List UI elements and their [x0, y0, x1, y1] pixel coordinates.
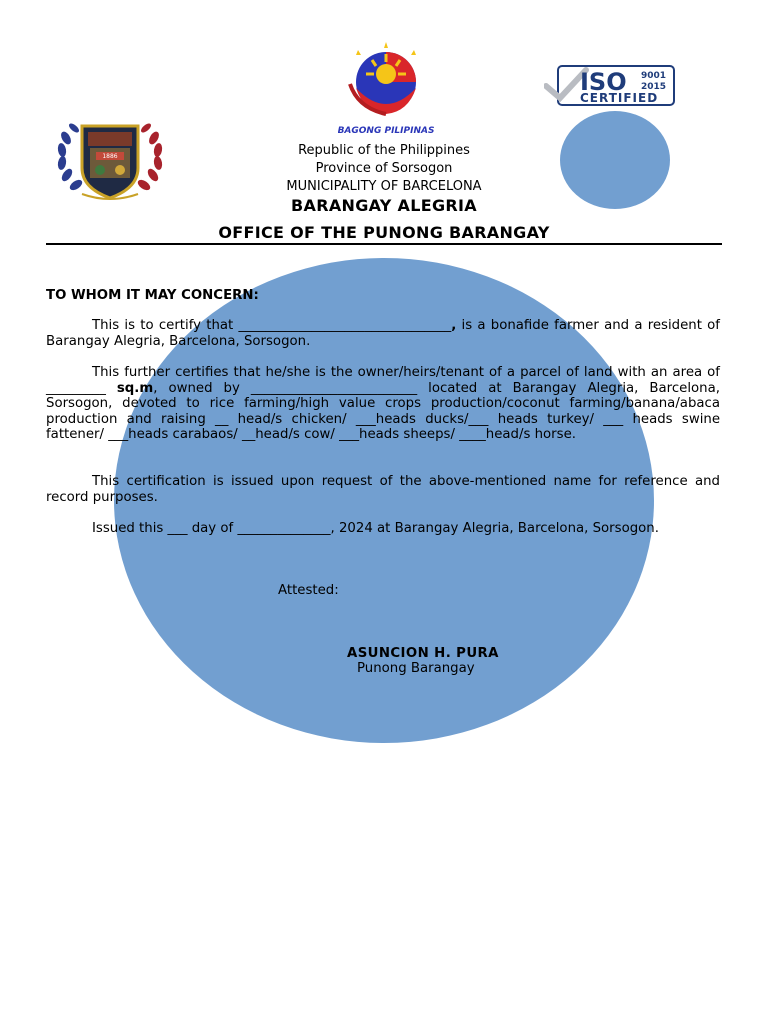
- attested-label: Attested:: [278, 583, 339, 598]
- seal-year: 1886: [102, 153, 118, 160]
- signatory-position: Punong Barangay: [357, 661, 475, 676]
- paragraph-certify: [46, 318, 720, 349]
- p2-text-b: , owned by _________________________ located at Barangay Alegria, Barcelona, Sorsogon, devoted to rice farming/high value crops production/coconut farming/banana/abaca production and raising __ head/s chicken/ ___heads ducks/___ heads turkey/ ___ heads swine fattener/ ___heads carabaos/ __head/s cow/ ___heads sheeps/ ____head/s horse.: [46, 380, 720, 442]
- paragraph-purpose: [46, 474, 720, 505]
- bagong-pilipinas-text: BAGONG PILIPINAS: [338, 126, 434, 136]
- p1-text-b: is a bonafide farmer and a resident of Barangay Alegria, Barcelona, Sorsogon.: [46, 318, 720, 349]
- header-republic: Republic of the Philippines: [298, 143, 470, 158]
- header-municipality: MUNICIPALITY OF BARCELONA: [286, 179, 482, 194]
- salutation: TO WHOM IT MAY CONCERN:: [46, 288, 259, 303]
- paragraph-issued: [46, 521, 720, 537]
- iso-year-9001: 9001: [641, 71, 667, 81]
- p2-text-a: This further certifies that he/she is the owner/heirs/tenant of a parcel of land with an area of _________: [46, 365, 720, 396]
- iso-certified-badge: [544, 62, 678, 108]
- p2-sqm: sq.m: [116, 380, 154, 396]
- signatory-name: ASUNCION H. PURA: [347, 646, 499, 661]
- p3-text: This certification is issued upon request of the above-mentioned name for reference and record purposes.: [46, 474, 720, 505]
- iso-year-2015: 2015: [641, 82, 667, 92]
- header-divider: [46, 243, 722, 245]
- header-office-title: OFFICE OF THE PUNONG BARANGAY: [218, 223, 550, 242]
- header-barangay-title: BARANGAY ALEGRIA: [291, 196, 477, 215]
- bagong-pilipinas-logo: [338, 40, 434, 138]
- iso-certified-text: CERTIFIED: [580, 91, 659, 105]
- blue-oval-placeholder: [560, 111, 670, 209]
- p1-text-a: This is to certify that ________________________________: [92, 318, 452, 333]
- paragraph-land-details: [46, 365, 720, 443]
- p1-comma: ,: [451, 318, 457, 333]
- header-province: Province of Sorsogon: [315, 161, 453, 176]
- p4-text: Issued this ___ day of ______________, 2024 at Barangay Alegria, Barcelona, Sorsogon.: [92, 521, 659, 536]
- iso-text: ISO: [580, 68, 627, 96]
